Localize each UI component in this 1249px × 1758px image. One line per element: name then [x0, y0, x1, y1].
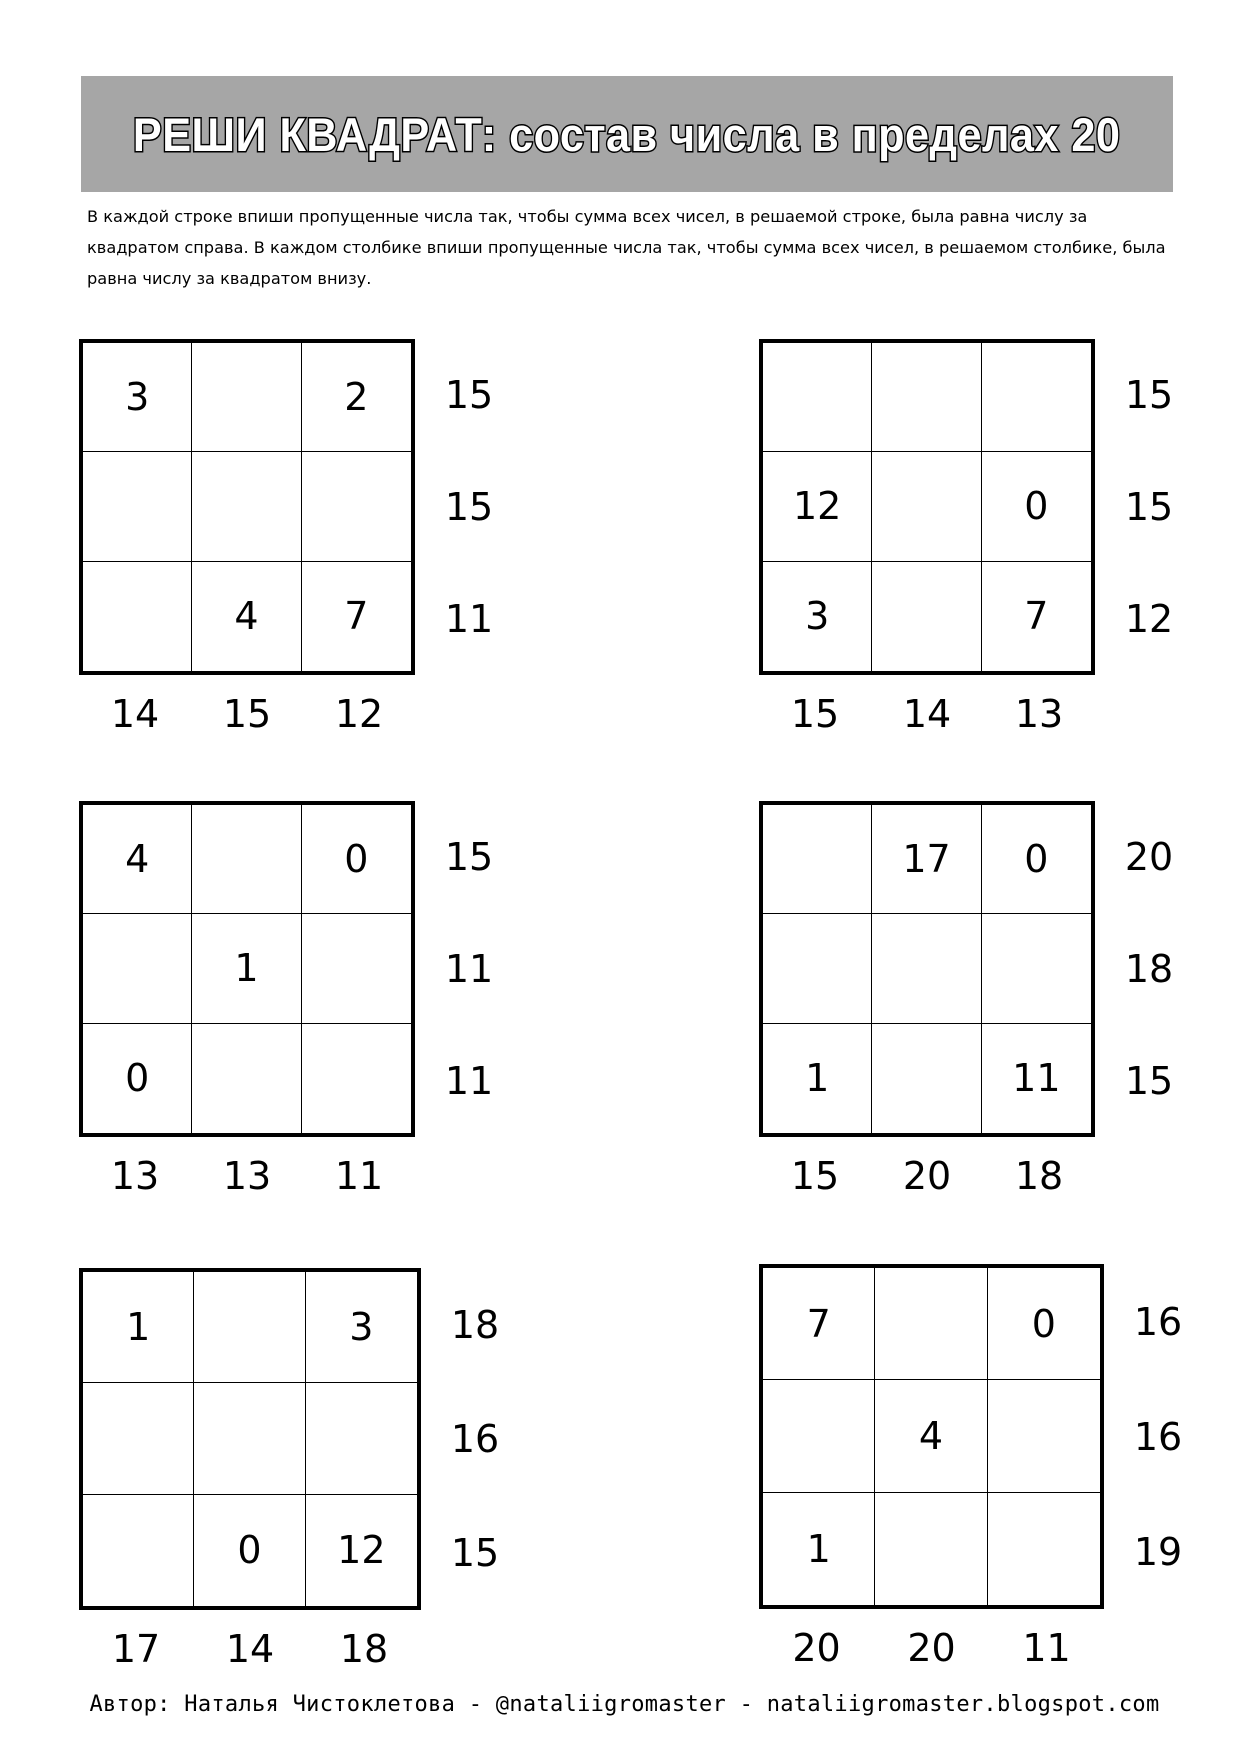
column-sum: 15: [790, 692, 840, 736]
empty-cell[interactable]: [872, 914, 981, 1023]
column-sum: 14: [110, 692, 160, 736]
empty-cell[interactable]: [306, 1383, 417, 1494]
empty-cell[interactable]: [83, 1383, 194, 1494]
given-number-cell: 4: [83, 805, 192, 914]
column-sum: 14: [225, 1627, 275, 1671]
column-sum: 11: [1022, 1626, 1071, 1670]
row-sum: 11: [444, 947, 494, 991]
given-number-cell: 7: [1024, 594, 1049, 639]
row-sum: 18: [450, 1303, 500, 1347]
puzzle-grid: [79, 801, 415, 1137]
given-number-cell: 0: [194, 1495, 305, 1606]
empty-cell[interactable]: [763, 343, 872, 452]
given-number-cell: 1: [763, 1024, 872, 1133]
column-sum: 13: [110, 1154, 160, 1198]
puzzle-grid: [759, 801, 1095, 1137]
empty-cell[interactable]: [763, 805, 872, 914]
empty-cell[interactable]: [194, 1383, 305, 1494]
given-number-cell: 7: [763, 1268, 875, 1380]
column-sum: 18: [1014, 1154, 1064, 1198]
row-sum: 11: [444, 1059, 494, 1103]
row-sum: 16: [1133, 1414, 1183, 1459]
column-sum: 12: [334, 692, 384, 736]
row-sum: 15: [444, 373, 494, 417]
given-number-cell: 12: [763, 452, 872, 561]
given-number-cell: 3: [83, 343, 192, 452]
given-number-cell: 0: [83, 1024, 192, 1133]
puzzle-6: [759, 1264, 1224, 1689]
empty-cell[interactable]: [83, 914, 192, 1023]
given-number-cell: 12: [337, 1528, 386, 1573]
column-sum: 20: [792, 1626, 841, 1670]
puzzle-2: [759, 339, 1215, 755]
empty-cell[interactable]: [302, 914, 411, 1023]
given-number-cell: 11: [1012, 1056, 1061, 1101]
title-banner: [81, 76, 1173, 192]
row-sum: 20: [1124, 835, 1174, 879]
given-number-cell: 3: [763, 562, 872, 671]
empty-cell[interactable]: [83, 562, 192, 671]
puzzle-grid: [79, 1268, 421, 1610]
given-number-cell: 4: [875, 1380, 987, 1492]
row-sum: 12: [1124, 597, 1174, 641]
row-sum: 18: [1124, 947, 1174, 991]
author-footer: Автор: Наталья Чистоклетова - @nataliigromaster - nataliigromaster.blogspot.com: [89, 1692, 1160, 1717]
given-number-cell: 17: [872, 805, 981, 914]
column-sum: 15: [222, 692, 272, 736]
given-number-cell: 2: [302, 343, 411, 452]
empty-cell[interactable]: [872, 562, 981, 671]
empty-cell[interactable]: [872, 343, 981, 452]
empty-cell[interactable]: [875, 1493, 987, 1605]
empty-cell[interactable]: [83, 1495, 194, 1606]
empty-cell[interactable]: [302, 1024, 411, 1133]
puzzle-3: [79, 801, 535, 1217]
empty-cell[interactable]: [192, 805, 301, 914]
row-sum: 15: [1124, 485, 1174, 529]
empty-cell[interactable]: [192, 452, 301, 561]
empty-cell[interactable]: [982, 343, 1091, 452]
empty-cell[interactable]: [872, 1024, 981, 1133]
column-sum: 11: [334, 1154, 384, 1198]
given-number-cell: 0: [302, 805, 411, 914]
empty-cell[interactable]: [83, 452, 192, 561]
empty-cell[interactable]: [763, 914, 872, 1023]
empty-cell[interactable]: [872, 452, 981, 561]
column-sum: 17: [111, 1627, 161, 1671]
given-number-cell: 1: [192, 914, 301, 1023]
given-number-cell: 1: [763, 1493, 875, 1605]
column-sum: 13: [222, 1154, 272, 1198]
empty-cell[interactable]: [302, 452, 411, 561]
given-number-cell: 0: [982, 805, 1091, 914]
column-sum: 13: [1014, 692, 1064, 736]
empty-cell[interactable]: [988, 1493, 1100, 1605]
instructions-text: В каждой строке впиши пропущенные числа так, чтобы сумма всех чисел, в решаемой строке, была равна числу за квадратом справа. В каждом столбике впиши пропущенные числа так, чтобы сумма всех чисел, в решаемом столбике, была равна числу за квадратом внизу.: [87, 207, 1166, 288]
column-sum: 15: [790, 1154, 840, 1198]
row-sum: 15: [444, 835, 494, 879]
column-sum: 14: [902, 692, 952, 736]
given-number-cell: 0: [988, 1268, 1100, 1380]
given-number-cell: 4: [192, 562, 301, 671]
puzzle-grid: [759, 1264, 1104, 1609]
empty-cell[interactable]: [875, 1268, 987, 1380]
empty-cell[interactable]: [763, 1380, 875, 1492]
given-number-cell: 0: [982, 452, 1091, 561]
row-sum: 15: [450, 1531, 500, 1575]
empty-cell[interactable]: [194, 1272, 305, 1383]
empty-cell[interactable]: [192, 1024, 301, 1133]
given-number-cell: 1: [83, 1272, 194, 1383]
empty-cell[interactable]: [192, 343, 301, 452]
column-sum: 20: [907, 1626, 956, 1670]
empty-cell[interactable]: [988, 1380, 1100, 1492]
row-sum: 16: [1133, 1299, 1183, 1344]
puzzle-5: [79, 1268, 541, 1690]
given-number-cell: 7: [344, 594, 369, 639]
row-sum: 15: [1124, 373, 1174, 417]
row-sum: 11: [444, 597, 494, 641]
page-title: РЕШИ КВАДРАТ: состав числа в пределах 20: [133, 107, 1121, 161]
column-sum: 20: [902, 1154, 952, 1198]
given-number-cell: 3: [306, 1272, 417, 1383]
column-sum: 18: [339, 1627, 389, 1671]
puzzle-4: [759, 801, 1215, 1217]
row-sum: 15: [1124, 1059, 1174, 1103]
row-sum: 16: [450, 1417, 500, 1461]
puzzle-grid: [759, 339, 1095, 675]
empty-cell[interactable]: [982, 914, 1091, 1023]
row-sum: 19: [1133, 1529, 1183, 1574]
puzzle-1: [79, 339, 535, 755]
puzzle-grid: [79, 339, 415, 675]
row-sum: 15: [444, 485, 494, 529]
